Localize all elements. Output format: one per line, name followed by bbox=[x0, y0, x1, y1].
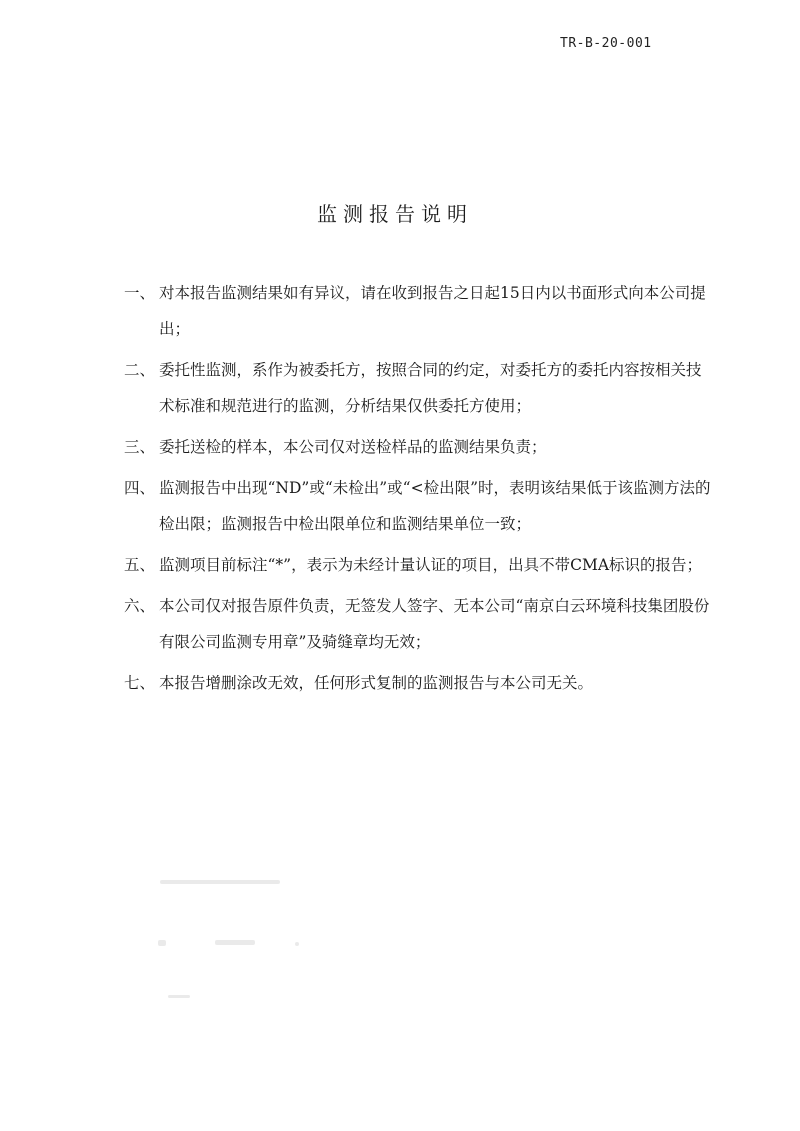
scan-smudge bbox=[160, 880, 280, 884]
clause-1 bbox=[124, 275, 714, 347]
clause-6 bbox=[124, 588, 714, 660]
clause-5 bbox=[124, 547, 714, 583]
clause-number: 七、 bbox=[124, 674, 156, 692]
clause-number: 二、 bbox=[124, 361, 156, 379]
clause-7 bbox=[124, 665, 714, 701]
clause-4 bbox=[124, 470, 714, 542]
clause-number: 五、 bbox=[124, 556, 156, 574]
clause-text: 委托性监测，系作为被委托方，按照合同的约定，对委托方的委托内容按相关技术标准和规范进行的监测，分析结果仅供委托方使用； bbox=[159, 361, 702, 415]
clause-text: 对本报告监测结果如有异议，请在收到报告之日起15日内以书面形式向本公司提出； bbox=[159, 284, 706, 338]
scan-smudge bbox=[168, 995, 190, 998]
clause-text: 本公司仅对报告原件负责，无签发人签字、无本公司“南京白云环境科技集团股份有限公司监测专用章”及骑缝章均无效； bbox=[159, 597, 710, 651]
scan-smudge bbox=[158, 940, 166, 946]
clause-number: 六、 bbox=[124, 597, 156, 615]
scan-smudge bbox=[215, 940, 255, 945]
clause-2 bbox=[124, 352, 714, 424]
clause-number: 一、 bbox=[124, 284, 156, 302]
clause-text: 监测项目前标注“*”，表示为未经计量认证的项目，出具不带CMA标识的报告； bbox=[159, 556, 703, 574]
clause-list bbox=[124, 275, 714, 706]
document-title: 监测报告说明 bbox=[317, 202, 473, 226]
clause-number: 四、 bbox=[124, 479, 156, 497]
clause-text: 本报告增删涂改无效，任何形式复制的监测报告与本公司无关。 bbox=[159, 674, 594, 692]
clause-3 bbox=[124, 429, 714, 465]
clause-text: 监测报告中出现“ND”或“未检出”或“<检出限”时，表明该结果低于该监测方法的检出限；监测报告中检出限单位和监测结果单位一致； bbox=[159, 479, 711, 533]
document-code: TR-B-20-001 bbox=[560, 36, 652, 51]
clause-number: 三、 bbox=[124, 438, 156, 456]
clause-text: 委托送检的样本，本公司仅对送检样品的监测结果负责； bbox=[159, 438, 547, 456]
scan-smudge bbox=[295, 942, 299, 946]
